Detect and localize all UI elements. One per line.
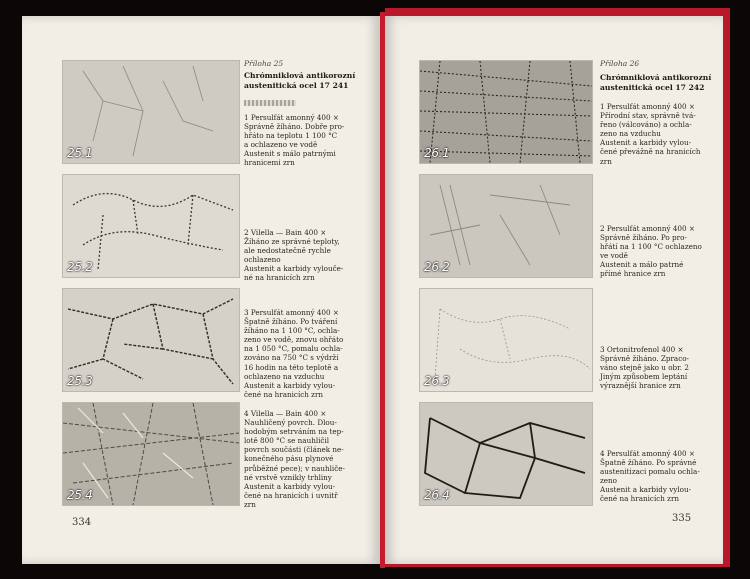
page-number: 335 xyxy=(672,513,692,524)
caption-headline: 2 Vilella — Bain 400 × xyxy=(244,228,327,237)
caption-line: Jiným způsobem leptání xyxy=(600,372,688,382)
cover-edge-top xyxy=(385,8,730,16)
left-page xyxy=(22,16,380,564)
caption-line: na 1 050 °C, pomalu ochla- xyxy=(244,344,343,354)
micrograph-25-2 xyxy=(62,174,240,278)
micrograph-25-4 xyxy=(62,402,240,506)
caption-line: Špatně žíháno. Po správné xyxy=(600,458,697,468)
caption-line: Správně žíháno. Po pro- xyxy=(600,233,687,243)
caption-line: austenitizaci pomalu ochla- xyxy=(600,467,700,477)
plate-label: 26.4 xyxy=(424,488,450,502)
plate-label: 26.2 xyxy=(424,260,450,274)
micrograph-26-3 xyxy=(419,288,593,392)
plate-label: 26.3 xyxy=(424,374,450,388)
plate-label: 25.3 xyxy=(67,374,93,388)
caption-line: hřáto na teplotu 1 100 °C xyxy=(244,131,338,141)
caption-line: konečného pásu plynové xyxy=(244,454,334,464)
caption-line: Austenit s málo patrnými xyxy=(244,149,336,159)
caption-26-1 xyxy=(600,102,718,166)
caption-line: Špatně žíháno. Po tváření xyxy=(244,317,338,327)
heading-line: austenitická ocel 17 242 xyxy=(600,82,705,92)
caption-25-1 xyxy=(244,113,372,168)
caption-line: zrn xyxy=(600,156,612,166)
caption-headline: 3 Persulfát amonný 400 × xyxy=(244,308,339,317)
caption-line: váno stejně jako u obr. 2 xyxy=(600,363,689,373)
caption-25-3 xyxy=(244,308,372,399)
appendix-label: Příloha 26 xyxy=(600,59,640,68)
caption-line: Austenit a karbidy vylou- xyxy=(244,380,336,390)
caption-line: čené na hranicích zrn xyxy=(244,389,324,399)
caption-line: řeno (válcováno) a ochla- xyxy=(600,120,692,130)
plate-label: 25.2 xyxy=(67,260,93,274)
caption-line: né vrstvě vznikly trhliny xyxy=(244,472,332,482)
caption-line: Přírodní stav, správně tvá- xyxy=(600,111,696,121)
caption-line: výraznější hranice zrn xyxy=(600,381,681,391)
plate-label: 25.1 xyxy=(67,146,93,160)
caption-line: a ochlazeno ve vodě xyxy=(244,140,318,150)
cover-edge-right xyxy=(723,8,730,566)
micrograph-26-2 xyxy=(419,174,593,278)
caption-line: ochlazeno na vzduchu xyxy=(244,371,325,381)
caption-line: zeno na vzduchu xyxy=(600,129,661,139)
caption-line: 16 hodin na této teplotě a xyxy=(244,362,339,372)
caption-headline: 4 Persulfát amonný 400 × xyxy=(600,449,695,458)
caption-headline: 1 Persulfát amonný 400 × xyxy=(600,102,695,111)
caption-line: Austenit a karbidy vylouče- xyxy=(244,264,344,274)
caption-line: čené na hranicích zrn xyxy=(600,494,680,504)
caption-line: přímé hranice zrn xyxy=(600,269,666,279)
caption-line: zeno xyxy=(600,476,617,486)
caption-line: průběžné pece); v nauhliče- xyxy=(244,463,345,473)
heading-line: Chrómniklová antikorozní xyxy=(600,73,712,82)
caption-line: ve vodě xyxy=(600,251,628,261)
caption-line: zeno ve vodě, znovu ohřáto xyxy=(244,335,344,345)
caption-line: Žíháno ze správné teploty, xyxy=(244,237,340,247)
caption-headline: 2 Persulfát amonný 400 × xyxy=(600,224,695,233)
caption-line: hřátí na 1 100 °C ochlazeno xyxy=(600,242,702,252)
caption-headline: 1 Persulfát amonný 400 × xyxy=(244,113,339,122)
page-number: 334 xyxy=(72,517,92,528)
heading-line: austenitická ocel 17 241 xyxy=(244,80,349,90)
caption-line: zováno na 750 °C s výdrží xyxy=(244,353,339,363)
caption-line: ale nedostatečně rychle xyxy=(244,246,331,256)
appendix-heading xyxy=(600,73,718,92)
caption-line: né na hranicích zrn xyxy=(244,273,315,283)
caption-25-4 xyxy=(244,409,372,509)
caption-line: ochlazeno xyxy=(244,255,281,265)
caption-headline: 3 Ortonitrofenol 400 × xyxy=(600,345,684,354)
appendix-heading xyxy=(244,71,376,90)
caption-line: Austenit a málo patrné xyxy=(600,260,684,270)
micrograph-25-1 xyxy=(62,60,240,164)
caption-line: Správně žíháno. Zpraco- xyxy=(600,354,689,364)
caption-25-2 xyxy=(244,228,372,283)
caption-line: Správně žíháno. Dobře pro- xyxy=(244,122,345,132)
caption-line: Austenit a karbidy vylou- xyxy=(600,138,692,148)
caption-line: Nauhličený povrch. Dlou- xyxy=(244,418,337,428)
caption-26-3 xyxy=(600,345,718,390)
caption-26-4 xyxy=(600,449,718,504)
caption-line: hodobým setrváním na tep- xyxy=(244,427,344,437)
caption-headline: 4 Vilella — Bain 400 × xyxy=(244,409,327,418)
caption-line: lotě 800 °C se nauhličil xyxy=(244,436,330,446)
plate-label: 26.1 xyxy=(424,146,450,160)
caption-26-2 xyxy=(600,224,718,279)
caption-line: žíháno na 1 100 °C, ochla- xyxy=(244,326,340,336)
micrograph-25-3 xyxy=(62,288,240,392)
caption-line: čené převážně na hranicích xyxy=(600,147,701,157)
plate-label: 25.4 xyxy=(67,488,93,502)
caption-line: povrch součásti (článek ne- xyxy=(244,445,344,455)
right-page xyxy=(385,16,723,564)
caption-line: Austenit a karbidy vylou- xyxy=(244,481,336,491)
micrograph-26-4 xyxy=(419,402,593,506)
caption-line: čené na hranicích i uvnitř xyxy=(244,490,338,500)
caption-line: hranicemi zrn xyxy=(244,158,295,168)
print-smudge xyxy=(244,100,296,106)
appendix-label: Příloha 25 xyxy=(244,59,284,68)
caption-line: zrn xyxy=(244,499,256,509)
caption-line: Austenit a karbidy vylou- xyxy=(600,485,692,495)
heading-line: Chrómniklová antikorozní xyxy=(244,71,356,80)
micrograph-26-1 xyxy=(419,60,593,164)
